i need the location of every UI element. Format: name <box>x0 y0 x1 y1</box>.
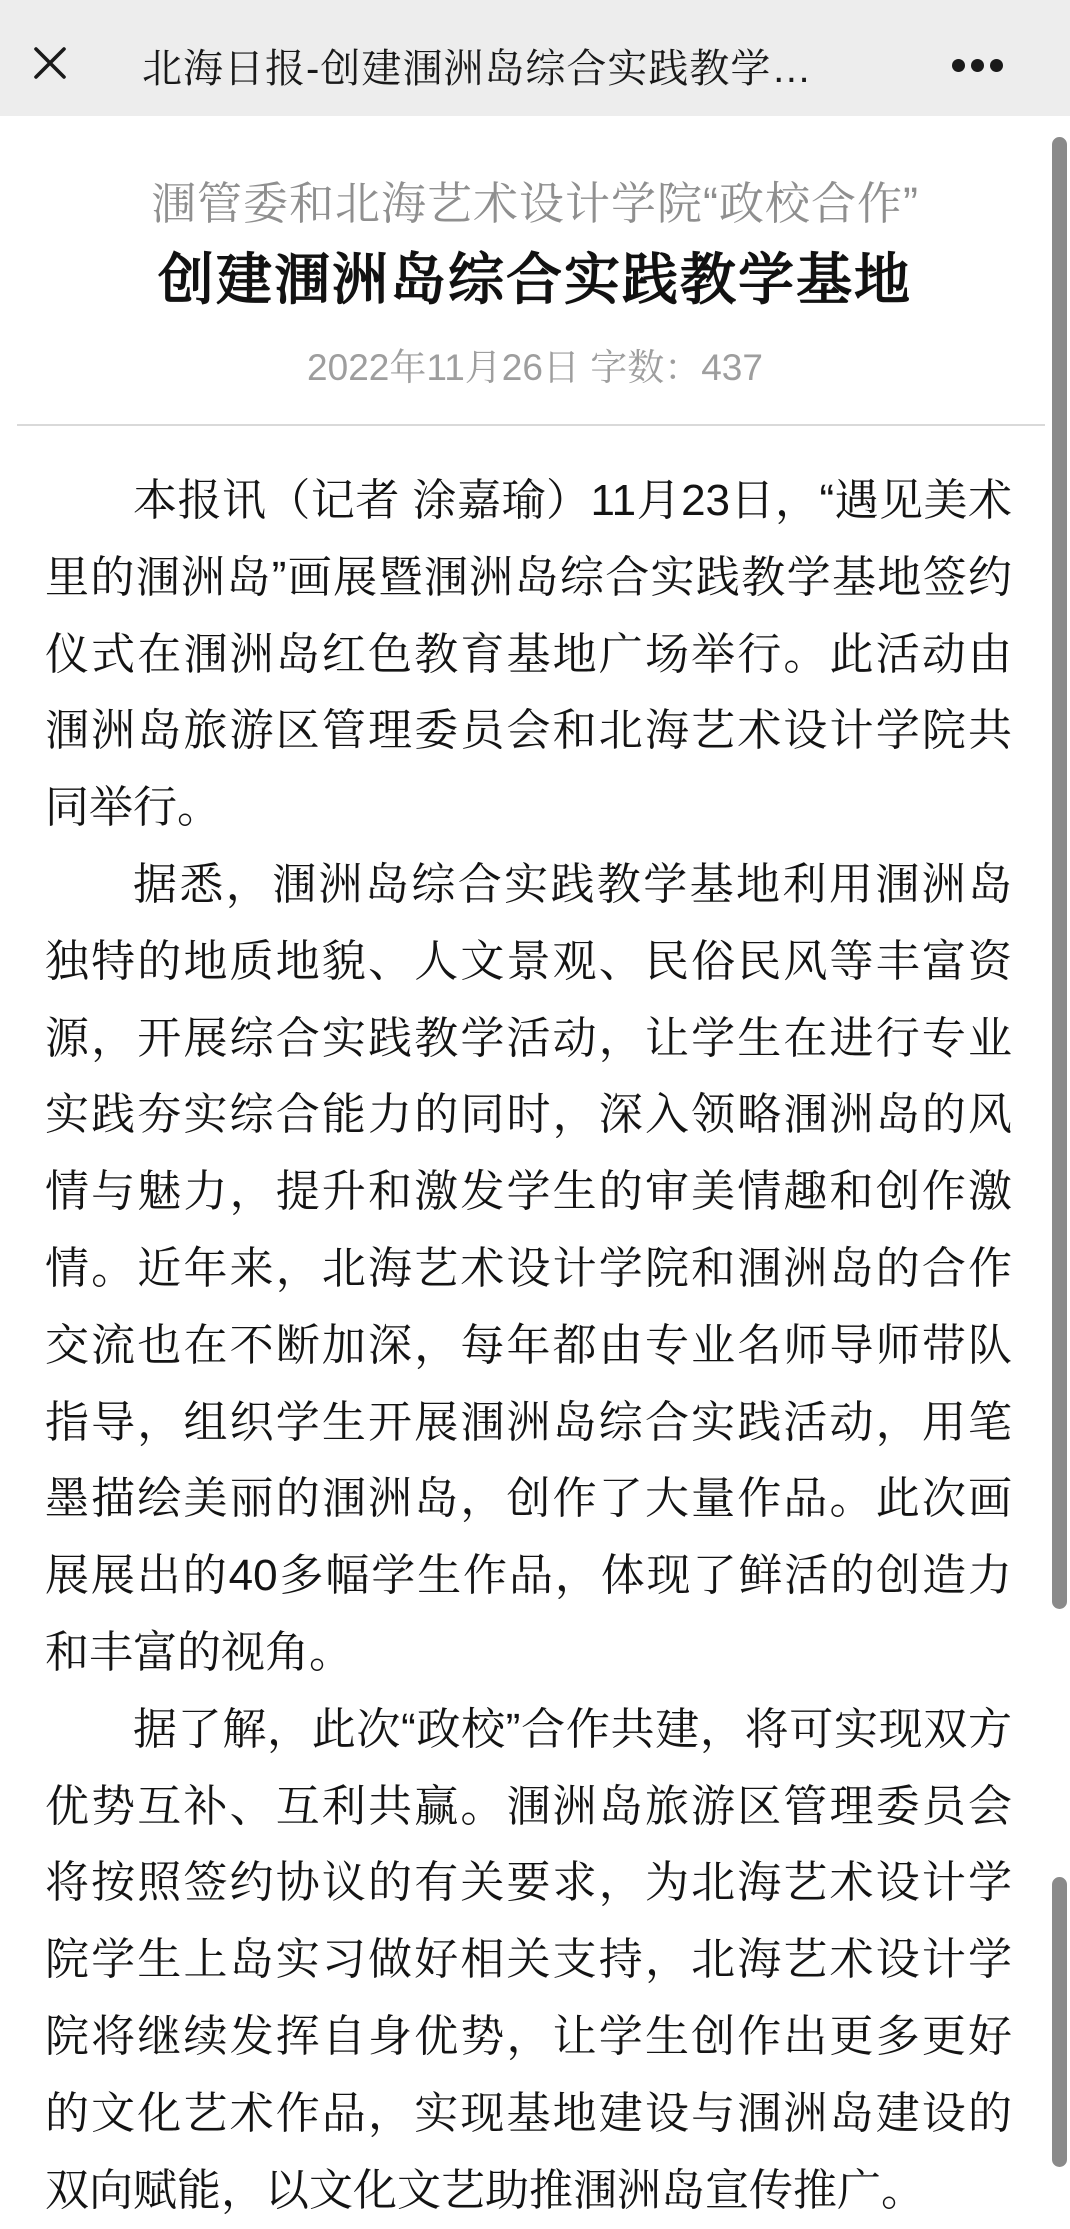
body-paragraph-2: 据悉，涠洲岛综合实践教学基地利用涠洲岛独特的地质地貌、人文景观、民俗民风等丰富资源，开展综合实践教学活动，让学生在进行专业实践夯实综合能力的同时，深入领略涠洲岛的风情与魅力，提升和激发学生的审美情趣和创作激情。近年来，北海艺术设计学院和涠洲岛的合作交流也在不断加深，每年都由专业名师导师带队指导，组织学生开展涠洲岛综合实践活动，用笔墨描绘美丽的涠洲岛，创作了大量作品。此次画展展出的40多幅学生作品，体现了鲜活的创造力和丰富的视角。 <box>45 859 1012 1677</box>
close-icon <box>32 45 68 86</box>
body-paragraph-1: 本报讯（记者 涂嘉瑜）11月23日，“遇见美术里的涠洲岛”画展暨涠洲岛综合实践教学基地签约仪式在涠洲岛红色教育基地广场举行。此活动由涠洲岛旅游区管理委员会和北海艺术设计学院共同举行。 <box>45 476 1012 833</box>
scrollbar-thumb-upper[interactable] <box>1052 137 1067 1609</box>
more-icon <box>971 59 984 72</box>
more-icon <box>990 59 1003 72</box>
header-divider <box>17 424 1045 426</box>
article-content <box>0 116 1070 2229</box>
body-paragraph-3: 据了解，此次“政校”合作共建，将可实现双方优势互补、互利共赢。涠洲岛旅游区管理委员会将按照签约协议的有关要求，为北海艺术设计学院学生上岛实习做好相关支持，北海艺术设计学院将继续发挥自身优势，让学生创作出更多更好的文化艺术作品，实现基地建设与涠洲岛建设的双向赋能，以文化文艺助推涠洲岛宣传推广。 <box>45 1704 1012 2215</box>
more-icon <box>952 59 965 72</box>
article-meta: 2022年11月26日 字数：437 <box>307 347 763 388</box>
navbar-title: 北海日报-创建涠洲岛综合实践教学… <box>142 46 813 91</box>
article-title: 创建涠洲岛综合实践教学基地 <box>158 248 912 311</box>
top-navbar <box>0 0 1070 116</box>
scrollbar-thumb-lower[interactable] <box>1052 1877 1067 2167</box>
more-menu-button[interactable] <box>952 59 1003 72</box>
article-subtitle: 涠管委和北海艺术设计学院“政校合作” <box>151 178 919 229</box>
article-body <box>0 463 1070 2229</box>
close-button[interactable] <box>32 47 68 83</box>
